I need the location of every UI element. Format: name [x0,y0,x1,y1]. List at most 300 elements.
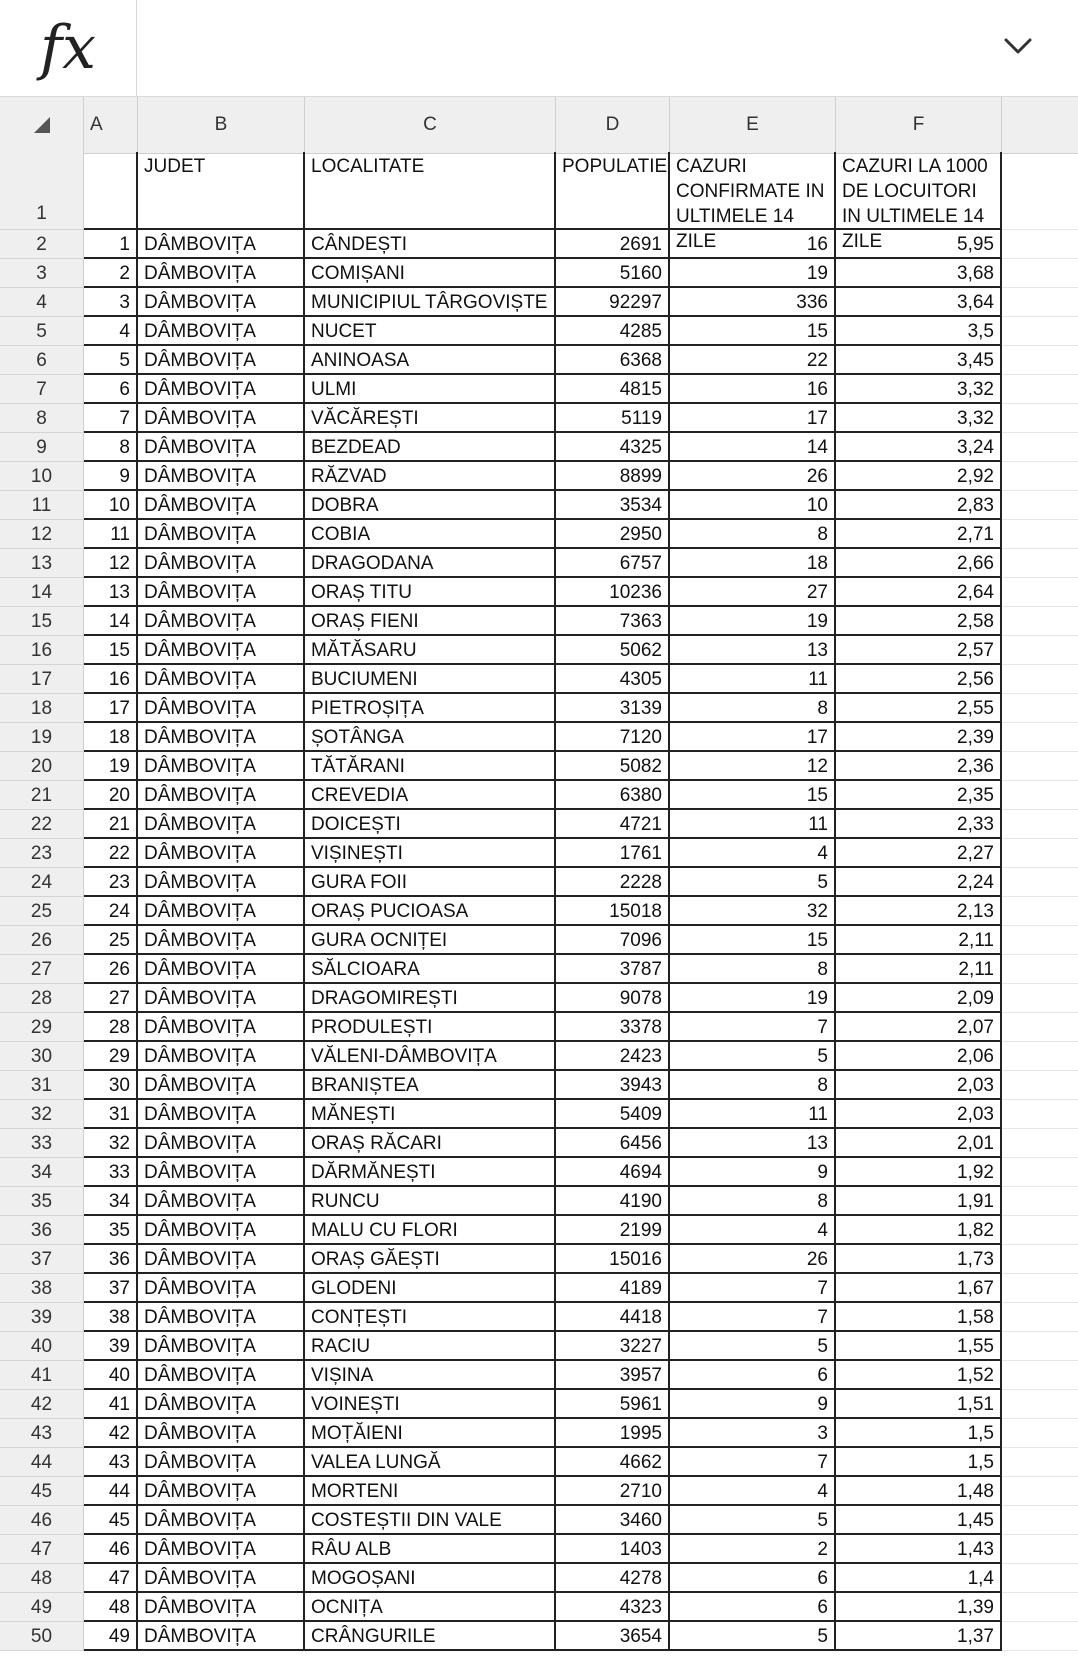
cell-judet[interactable]: DÂMBOVIȚA [138,694,305,723]
cell-index[interactable]: 5 [84,346,138,375]
cell-index[interactable]: 29 [84,1042,138,1071]
column-header-d[interactable]: D [556,97,670,153]
cell-index[interactable]: 39 [84,1332,138,1361]
cell-empty[interactable] [1002,1245,1078,1274]
cell-index[interactable]: 4 [84,317,138,346]
row-number[interactable]: 23 [0,839,84,868]
cell-populatie[interactable]: 2228 [556,868,670,897]
cell-header-cazuri-1000[interactable]: CAZURI LA 1000 DE LOCUITORI IN ULTIMELE 14 ZILE [836,152,1002,230]
row-number[interactable]: 46 [0,1506,84,1535]
cell-empty[interactable] [1002,1303,1078,1332]
row-number[interactable]: 25 [0,897,84,926]
cell-header-judet[interactable]: JUDET [138,152,305,230]
cell-judet[interactable]: DÂMBOVIȚA [138,1593,305,1622]
cell-index[interactable]: 37 [84,1274,138,1303]
cell-populatie[interactable]: 4323 [556,1593,670,1622]
cell-localitate[interactable]: ULMI [305,375,556,404]
cell-cazuri-1000[interactable]: 2,92 [836,462,1002,491]
cell-cazuri[interactable]: 11 [670,665,836,694]
cell-localitate[interactable]: GURA FOII [305,868,556,897]
cell-populatie[interactable]: 3957 [556,1361,670,1390]
cell-cazuri-1000[interactable]: 2,56 [836,665,1002,694]
cell-populatie[interactable]: 7096 [556,926,670,955]
cell-judet[interactable]: DÂMBOVIȚA [138,1274,305,1303]
cell-empty[interactable] [1002,404,1078,433]
cell-populatie[interactable]: 1995 [556,1419,670,1448]
cell-localitate[interactable]: VALEA LUNGĂ [305,1448,556,1477]
cell-index[interactable]: 49 [84,1622,138,1651]
row-number[interactable]: 6 [0,346,84,375]
cell-cazuri[interactable]: 5 [670,868,836,897]
cell-cazuri-1000[interactable]: 5,95 [836,230,1002,259]
cell-empty[interactable] [1002,375,1078,404]
cell-cazuri-1000[interactable]: 1,55 [836,1332,1002,1361]
cell-populatie[interactable]: 1761 [556,839,670,868]
column-header-c[interactable]: C [305,97,556,153]
cell-judet[interactable]: DÂMBOVIȚA [138,1477,305,1506]
cell-cazuri[interactable]: 2 [670,1535,836,1564]
cell-cazuri[interactable]: 16 [670,230,836,259]
cell-populatie[interactable]: 4305 [556,665,670,694]
row-number[interactable]: 8 [0,404,84,433]
cell-judet[interactable]: DÂMBOVIȚA [138,578,305,607]
cell-cazuri[interactable]: 8 [670,694,836,723]
cell-judet[interactable]: DÂMBOVIȚA [138,462,305,491]
cell-localitate[interactable]: VOINEȘTI [305,1390,556,1419]
row-number[interactable]: 26 [0,926,84,955]
row-number[interactable]: 5 [0,317,84,346]
cell-judet[interactable]: DÂMBOVIȚA [138,1448,305,1477]
cell-empty[interactable] [1002,1390,1078,1419]
cell-cazuri[interactable]: 19 [670,259,836,288]
cell-populatie[interactable]: 3943 [556,1071,670,1100]
cell-header-cazuri[interactable]: CAZURI CONFIRMATE IN ULTIMELE 14 ZILE [670,152,836,230]
cell-index[interactable]: 23 [84,868,138,897]
cell-judet[interactable]: DÂMBOVIȚA [138,1622,305,1651]
cell-index[interactable]: 48 [84,1593,138,1622]
cell-cazuri-1000[interactable]: 2,83 [836,491,1002,520]
cell-localitate[interactable]: ORAȘ PUCIOASA [305,897,556,926]
cell-localitate[interactable]: COSTEȘTII DIN VALE [305,1506,556,1535]
cell-cazuri[interactable]: 4 [670,839,836,868]
row-number[interactable]: 33 [0,1129,84,1158]
cell-cazuri-1000[interactable]: 2,71 [836,520,1002,549]
cell-empty[interactable] [1002,152,1078,230]
cell-cazuri-1000[interactable]: 3,45 [836,346,1002,375]
cell-populatie[interactable]: 7120 [556,723,670,752]
cell-localitate[interactable]: VĂCĂREȘTI [305,404,556,433]
row-number[interactable]: 29 [0,1013,84,1042]
cell-cazuri-1000[interactable]: 3,5 [836,317,1002,346]
cell-cazuri[interactable]: 15 [670,317,836,346]
cell-judet[interactable]: DÂMBOVIȚA [138,1245,305,1274]
cell-index[interactable]: 43 [84,1448,138,1477]
cell-judet[interactable]: DÂMBOVIȚA [138,259,305,288]
cell-cazuri-1000[interactable]: 2,13 [836,897,1002,926]
cell-judet[interactable]: DÂMBOVIȚA [138,1303,305,1332]
cell-index[interactable]: 26 [84,955,138,984]
cell-index[interactable]: 35 [84,1216,138,1245]
cell-cazuri-1000[interactable]: 3,32 [836,375,1002,404]
cell-cazuri[interactable]: 19 [670,607,836,636]
cell-empty[interactable] [1002,1071,1078,1100]
cell-populatie[interactable]: 6757 [556,549,670,578]
cell-localitate[interactable]: MĂTĂSARU [305,636,556,665]
cell-localitate[interactable]: RACIU [305,1332,556,1361]
cell-judet[interactable]: DÂMBOVIȚA [138,1013,305,1042]
cell-empty[interactable] [1002,810,1078,839]
cell-localitate[interactable]: CONȚEȘTI [305,1303,556,1332]
cell-populatie[interactable]: 9078 [556,984,670,1013]
cell-cazuri[interactable]: 7 [670,1303,836,1332]
row-number[interactable]: 41 [0,1361,84,1390]
cell-cazuri-1000[interactable]: 2,36 [836,752,1002,781]
cell-index[interactable]: 38 [84,1303,138,1332]
cell-localitate[interactable]: GURA OCNIȚEI [305,926,556,955]
cell-localitate[interactable]: ORAȘ FIENI [305,607,556,636]
cell-empty[interactable] [1002,1129,1078,1158]
cell-judet[interactable]: DÂMBOVIȚA [138,1564,305,1593]
cell-cazuri-1000[interactable]: 1,82 [836,1216,1002,1245]
cell-localitate[interactable]: RĂZVAD [305,462,556,491]
row-number[interactable]: 35 [0,1187,84,1216]
cell-index[interactable]: 11 [84,520,138,549]
cell-cazuri[interactable]: 18 [670,549,836,578]
cell-localitate[interactable]: BEZDEAD [305,433,556,462]
column-header-f[interactable]: F [836,97,1002,153]
cell-populatie[interactable]: 5119 [556,404,670,433]
cell-cazuri[interactable]: 3 [670,1419,836,1448]
row-number[interactable]: 18 [0,694,84,723]
cell-cazuri[interactable]: 8 [670,1187,836,1216]
cell-cazuri-1000[interactable]: 2,58 [836,607,1002,636]
cell-empty[interactable] [1002,346,1078,375]
cell-localitate[interactable]: SĂLCIOARA [305,955,556,984]
cell-cazuri-1000[interactable]: 2,09 [836,984,1002,1013]
row-number[interactable]: 7 [0,375,84,404]
column-header-g[interactable] [1002,97,1078,153]
cell-empty[interactable] [1002,1042,1078,1071]
cell-judet[interactable]: DÂMBOVIȚA [138,1361,305,1390]
cell-localitate[interactable]: BRANIȘTEA [305,1071,556,1100]
cell-cazuri-1000[interactable]: 1,52 [836,1361,1002,1390]
cell-empty[interactable] [1002,665,1078,694]
cell-localitate[interactable]: BUCIUMENI [305,665,556,694]
cell-judet[interactable]: DÂMBOVIȚA [138,723,305,752]
cell-cazuri-1000[interactable]: 2,11 [836,926,1002,955]
cell-localitate[interactable]: RUNCU [305,1187,556,1216]
cell-cazuri[interactable]: 7 [670,1274,836,1303]
cell-index[interactable]: 27 [84,984,138,1013]
cell-populatie[interactable]: 3654 [556,1622,670,1651]
cell-index[interactable]: 16 [84,665,138,694]
cell-judet[interactable]: DÂMBOVIȚA [138,1042,305,1071]
cell-header-localitate[interactable]: LOCALITATE [305,152,556,230]
cell-cazuri[interactable]: 8 [670,1071,836,1100]
formula-input[interactable] [137,0,997,96]
cell-cazuri-1000[interactable]: 2,03 [836,1100,1002,1129]
cell-index[interactable]: 6 [84,375,138,404]
cell-localitate[interactable]: ORAȘ GĂEȘTI [305,1245,556,1274]
cell-empty[interactable] [1002,549,1078,578]
cell-empty[interactable] [1002,317,1078,346]
cell-empty[interactable] [1002,520,1078,549]
cell-cazuri-1000[interactable]: 2,64 [836,578,1002,607]
cell-judet[interactable]: DÂMBOVIȚA [138,1100,305,1129]
row-number[interactable]: 24 [0,868,84,897]
cell-populatie[interactable]: 2710 [556,1477,670,1506]
cell-localitate[interactable]: CRÂNGURILE [305,1622,556,1651]
cell-cazuri[interactable]: 26 [670,462,836,491]
cell-judet[interactable]: DÂMBOVIȚA [138,491,305,520]
cell-cazuri-1000[interactable]: 3,32 [836,404,1002,433]
cell-empty[interactable] [1002,1593,1078,1622]
row-number[interactable]: 43 [0,1419,84,1448]
cell-populatie[interactable]: 3787 [556,955,670,984]
cell-judet[interactable]: DÂMBOVIȚA [138,433,305,462]
cell-populatie[interactable]: 5409 [556,1100,670,1129]
cell-empty[interactable] [1002,868,1078,897]
cell-empty[interactable] [1002,230,1078,259]
cell-judet[interactable]: DÂMBOVIȚA [138,926,305,955]
cell-populatie[interactable]: 10236 [556,578,670,607]
row-number[interactable]: 38 [0,1274,84,1303]
cell-cazuri[interactable]: 5 [670,1042,836,1071]
cell-cazuri[interactable]: 14 [670,433,836,462]
cell-judet[interactable]: DÂMBOVIȚA [138,549,305,578]
cell-cazuri[interactable]: 9 [670,1158,836,1187]
cell-index[interactable]: 7 [84,404,138,433]
cell-index[interactable]: 15 [84,636,138,665]
cell-empty[interactable] [1002,1187,1078,1216]
row-number[interactable]: 48 [0,1564,84,1593]
cell-index[interactable]: 36 [84,1245,138,1274]
row-number[interactable]: 36 [0,1216,84,1245]
cell-index[interactable]: 13 [84,578,138,607]
cell-cazuri-1000[interactable]: 2,66 [836,549,1002,578]
cell-index[interactable]: 10 [84,491,138,520]
cell-cazuri[interactable]: 10 [670,491,836,520]
cell-cazuri[interactable]: 5 [670,1506,836,1535]
cell-index[interactable]: 40 [84,1361,138,1390]
cell-cazuri[interactable]: 11 [670,1100,836,1129]
cell-empty[interactable] [1002,1622,1078,1651]
cell-cazuri-1000[interactable]: 1,5 [836,1419,1002,1448]
cell-judet[interactable]: DÂMBOVIȚA [138,955,305,984]
cell-cazuri-1000[interactable]: 2,39 [836,723,1002,752]
cell-populatie[interactable]: 5062 [556,636,670,665]
row-number[interactable]: 49 [0,1593,84,1622]
cell-judet[interactable]: DÂMBOVIȚA [138,1535,305,1564]
cell-cazuri[interactable]: 7 [670,1013,836,1042]
row-number[interactable]: 16 [0,636,84,665]
cell-index[interactable]: 3 [84,288,138,317]
cell-populatie[interactable]: 15016 [556,1245,670,1274]
cell-index[interactable]: 21 [84,810,138,839]
row-number[interactable]: 14 [0,578,84,607]
cell-localitate[interactable]: ȘOTÂNGA [305,723,556,752]
column-header-b[interactable]: B [138,97,305,153]
cell-localitate[interactable]: COMIȘANI [305,259,556,288]
cell-judet[interactable]: DÂMBOVIȚA [138,752,305,781]
cell-judet[interactable]: DÂMBOVIȚA [138,1332,305,1361]
cell-cazuri[interactable]: 15 [670,781,836,810]
cell-empty[interactable] [1002,1158,1078,1187]
cell-cazuri[interactable]: 5 [670,1622,836,1651]
cell-cazuri[interactable]: 336 [670,288,836,317]
row-number[interactable]: 37 [0,1245,84,1274]
cell-cazuri[interactable]: 26 [670,1245,836,1274]
cell-cazuri-1000[interactable]: 1,91 [836,1187,1002,1216]
cell-populatie[interactable]: 4721 [556,810,670,839]
cell-index[interactable]: 45 [84,1506,138,1535]
row-number[interactable]: 40 [0,1332,84,1361]
cell-empty[interactable] [1002,955,1078,984]
cell-cazuri-1000[interactable]: 1,4 [836,1564,1002,1593]
cell-empty[interactable] [1002,462,1078,491]
cell-localitate[interactable]: ORAȘ RĂCARI [305,1129,556,1158]
cell-empty[interactable] [1002,1216,1078,1245]
cell-judet[interactable]: DÂMBOVIȚA [138,1216,305,1245]
cell-empty[interactable] [1002,1361,1078,1390]
cell-cazuri-1000[interactable]: 1,43 [836,1535,1002,1564]
cell-index[interactable]: 32 [84,1129,138,1158]
cell-a1[interactable] [84,152,138,230]
cell-judet[interactable]: DÂMBOVIȚA [138,288,305,317]
cell-localitate[interactable]: VĂLENI-DÂMBOVIȚA [305,1042,556,1071]
row-number[interactable]: 9 [0,433,84,462]
cell-judet[interactable]: DÂMBOVIȚA [138,346,305,375]
cell-judet[interactable]: DÂMBOVIȚA [138,317,305,346]
cell-localitate[interactable]: MORTENI [305,1477,556,1506]
cell-cazuri[interactable]: 6 [670,1361,836,1390]
cell-judet[interactable]: DÂMBOVIȚA [138,636,305,665]
cell-localitate[interactable]: DĂRMĂNEȘTI [305,1158,556,1187]
cell-judet[interactable]: DÂMBOVIȚA [138,1419,305,1448]
cell-judet[interactable]: DÂMBOVIȚA [138,520,305,549]
cell-populatie[interactable]: 4418 [556,1303,670,1332]
cell-index[interactable]: 46 [84,1535,138,1564]
cell-cazuri-1000[interactable]: 2,07 [836,1013,1002,1042]
cell-index[interactable]: 12 [84,549,138,578]
cell-localitate[interactable]: MĂNEȘTI [305,1100,556,1129]
cell-index[interactable]: 24 [84,897,138,926]
cell-localitate[interactable]: RÂU ALB [305,1535,556,1564]
cell-localitate[interactable]: GLODENI [305,1274,556,1303]
cell-cazuri-1000[interactable]: 1,92 [836,1158,1002,1187]
cell-localitate[interactable]: ORAȘ TITU [305,578,556,607]
cell-populatie[interactable]: 3378 [556,1013,670,1042]
cell-judet[interactable]: DÂMBOVIȚA [138,810,305,839]
cell-cazuri-1000[interactable]: 1,39 [836,1593,1002,1622]
cell-cazuri-1000[interactable]: 1,5 [836,1448,1002,1477]
row-number[interactable]: 45 [0,1477,84,1506]
cell-cazuri-1000[interactable]: 2,27 [836,839,1002,868]
cell-cazuri[interactable]: 6 [670,1564,836,1593]
cell-empty[interactable] [1002,259,1078,288]
cell-populatie[interactable]: 5082 [556,752,670,781]
cell-empty[interactable] [1002,1419,1078,1448]
select-all-button[interactable] [0,97,84,153]
cell-localitate[interactable]: NUCET [305,317,556,346]
cell-judet[interactable]: DÂMBOVIȚA [138,897,305,926]
cell-judet[interactable]: DÂMBOVIȚA [138,665,305,694]
cell-localitate[interactable]: DOICEȘTI [305,810,556,839]
cell-localitate[interactable]: ANINOASA [305,346,556,375]
cell-index[interactable]: 8 [84,433,138,462]
row-number[interactable]: 27 [0,955,84,984]
cell-cazuri-1000[interactable]: 3,68 [836,259,1002,288]
cell-cazuri-1000[interactable]: 1,48 [836,1477,1002,1506]
cell-empty[interactable] [1002,433,1078,462]
cell-empty[interactable] [1002,1506,1078,1535]
row-number[interactable]: 1 [0,152,84,230]
cell-localitate[interactable]: COBIA [305,520,556,549]
cell-localitate[interactable]: MALU CU FLORI [305,1216,556,1245]
cell-empty[interactable] [1002,607,1078,636]
cell-cazuri[interactable]: 8 [670,520,836,549]
cell-cazuri-1000[interactable]: 2,03 [836,1071,1002,1100]
cell-cazuri[interactable]: 16 [670,375,836,404]
cell-cazuri[interactable]: 11 [670,810,836,839]
cell-populatie[interactable]: 8899 [556,462,670,491]
cell-index[interactable]: 14 [84,607,138,636]
cell-populatie[interactable]: 3534 [556,491,670,520]
cell-empty[interactable] [1002,1013,1078,1042]
function-button[interactable] [0,0,137,96]
row-number[interactable]: 47 [0,1535,84,1564]
cell-cazuri-1000[interactable]: 1,51 [836,1390,1002,1419]
cell-localitate[interactable]: DRAGODANA [305,549,556,578]
cell-cazuri[interactable]: 17 [670,723,836,752]
cell-cazuri[interactable]: 12 [670,752,836,781]
cell-cazuri[interactable]: 32 [670,897,836,926]
cell-cazuri-1000[interactable]: 1,67 [836,1274,1002,1303]
cell-index[interactable]: 30 [84,1071,138,1100]
cell-cazuri-1000[interactable]: 3,24 [836,433,1002,462]
row-number[interactable]: 17 [0,665,84,694]
cell-populatie[interactable]: 6368 [556,346,670,375]
cell-empty[interactable] [1002,752,1078,781]
cell-populatie[interactable]: 4285 [556,317,670,346]
row-number[interactable]: 13 [0,549,84,578]
cell-localitate[interactable]: VIȘINEȘTI [305,839,556,868]
cell-empty[interactable] [1002,926,1078,955]
cell-index[interactable]: 22 [84,839,138,868]
cell-index[interactable]: 18 [84,723,138,752]
cell-judet[interactable]: DÂMBOVIȚA [138,607,305,636]
cell-populatie[interactable]: 6380 [556,781,670,810]
cell-empty[interactable] [1002,1332,1078,1361]
row-number[interactable]: 31 [0,1071,84,1100]
row-number[interactable]: 2 [0,230,84,259]
row-number[interactable]: 19 [0,723,84,752]
cell-judet[interactable]: DÂMBOVIȚA [138,1187,305,1216]
chevron-down-icon[interactable] [998,26,1038,66]
cell-populatie[interactable]: 1403 [556,1535,670,1564]
cell-empty[interactable] [1002,723,1078,752]
cell-cazuri[interactable]: 17 [670,404,836,433]
cell-empty[interactable] [1002,1535,1078,1564]
cell-populatie[interactable]: 4325 [556,433,670,462]
cell-index[interactable]: 33 [84,1158,138,1187]
cell-populatie[interactable]: 3139 [556,694,670,723]
cell-index[interactable]: 20 [84,781,138,810]
row-number[interactable]: 15 [0,607,84,636]
cell-index[interactable]: 19 [84,752,138,781]
cell-cazuri-1000[interactable]: 1,73 [836,1245,1002,1274]
cell-judet[interactable]: DÂMBOVIȚA [138,1158,305,1187]
